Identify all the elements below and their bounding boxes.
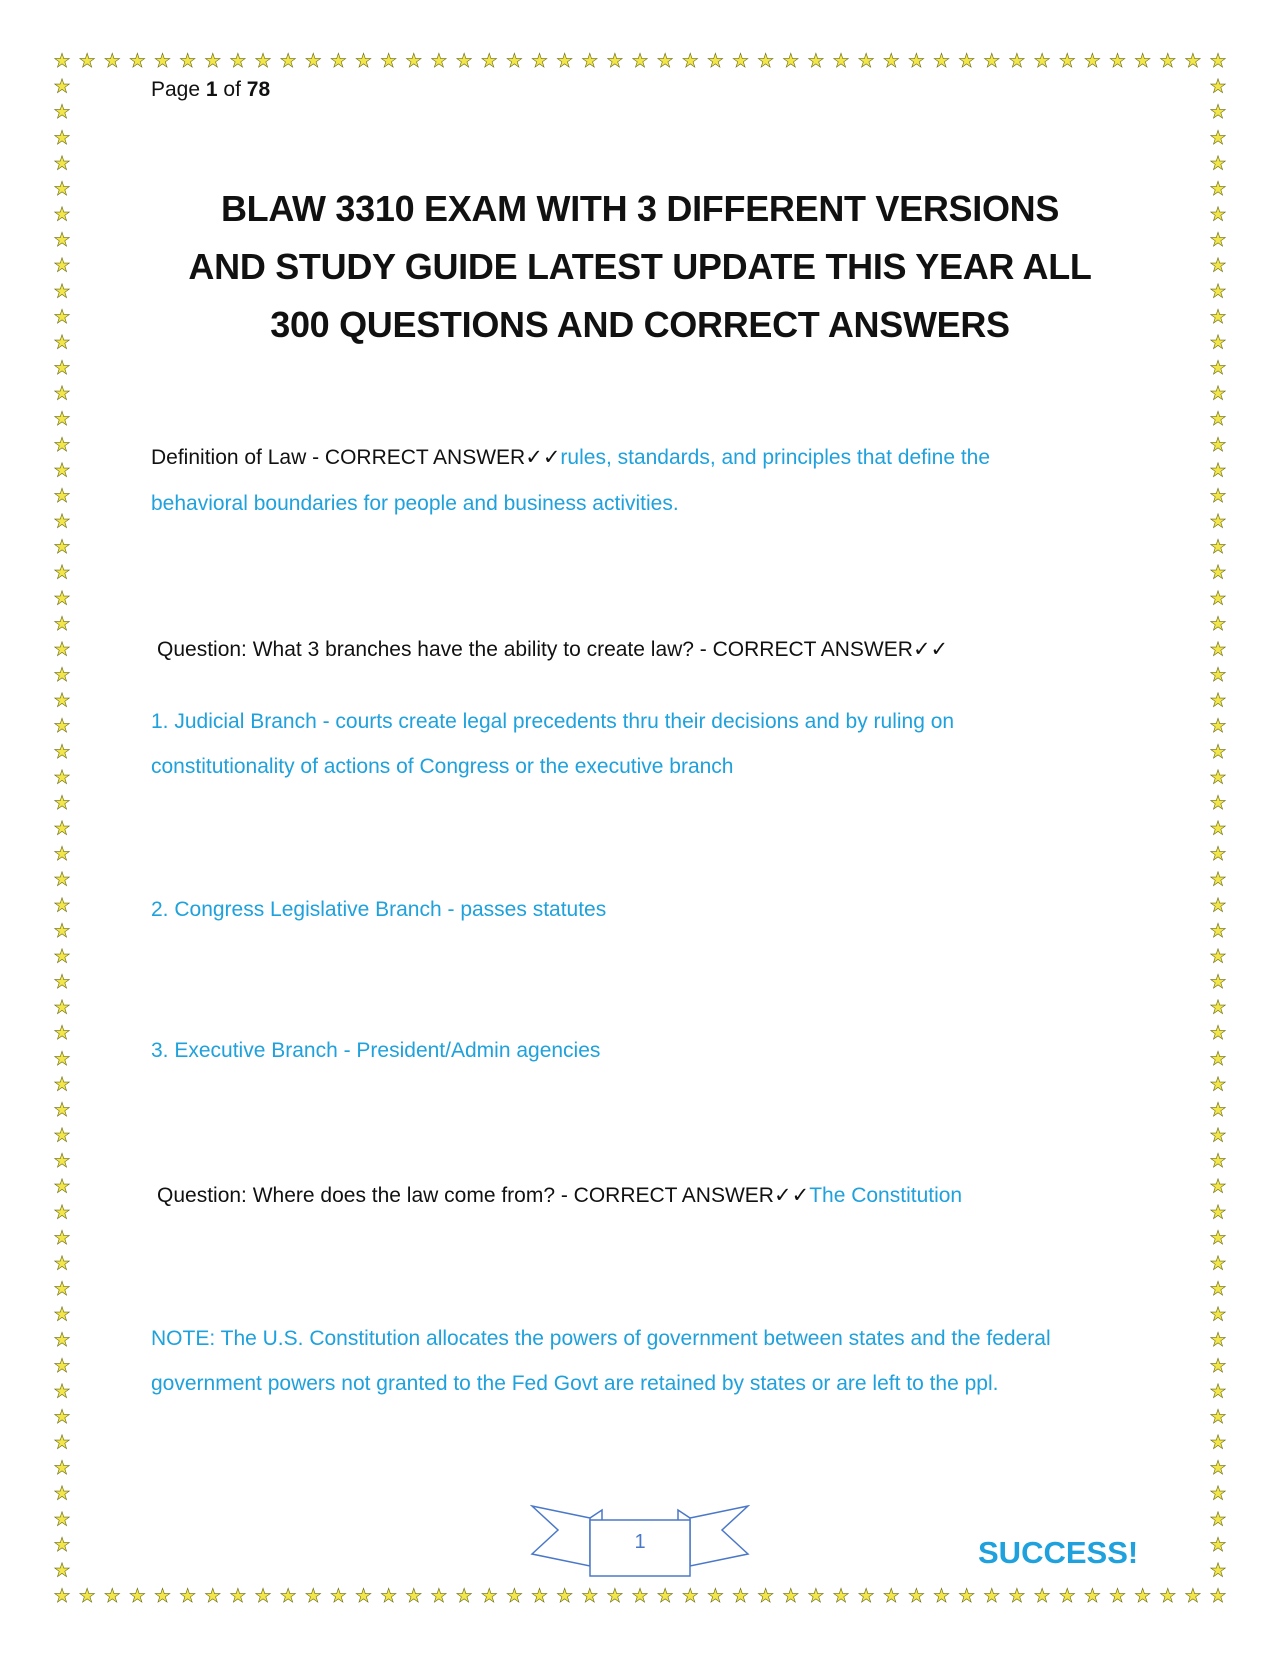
- star-icon: ★: [1209, 408, 1227, 431]
- star-icon: ★: [1209, 894, 1227, 917]
- star-icon: ★: [1209, 1175, 1227, 1198]
- star-icon: ★: [1209, 1482, 1227, 1505]
- star-icon: ★: [1209, 433, 1227, 456]
- star-icon: ★: [1209, 1226, 1227, 1249]
- star-icon: ★: [907, 1585, 925, 1607]
- star-icon: ★: [530, 50, 549, 72]
- star-icon: ★: [581, 1585, 599, 1607]
- star-icon: ★: [1209, 843, 1227, 866]
- star-icon: ★: [254, 50, 272, 72]
- star-icon: ★: [179, 1585, 197, 1607]
- star-icon: ★: [1209, 1073, 1227, 1096]
- star-icon: ★: [1209, 1405, 1227, 1428]
- star-icon: ★: [53, 868, 71, 891]
- q1-answer-line-1: rules, standards, and principles that define the: [560, 446, 991, 469]
- star-icon: ★: [53, 1405, 71, 1428]
- star-icon: ★: [1209, 1354, 1227, 1377]
- star-icon: ★: [128, 50, 146, 72]
- star-icon: ★: [53, 791, 71, 814]
- star-icon: ★: [53, 203, 71, 226]
- star-icon: ★: [53, 1022, 71, 1045]
- star-icon: ★: [329, 50, 347, 72]
- star-icon: ★: [1159, 1585, 1177, 1607]
- star-icon: ★: [807, 1585, 825, 1607]
- star-icon: ★: [631, 1585, 649, 1607]
- star-icon: ★: [53, 75, 71, 98]
- star-icon: ★: [1159, 50, 1177, 72]
- star-icon: ★: [480, 50, 498, 72]
- star-icon: ★: [53, 1508, 71, 1531]
- star-icon: ★: [229, 1585, 247, 1607]
- star-icon: ★: [53, 357, 71, 379]
- star-icon: ★: [907, 50, 925, 72]
- star-icon: ★: [1209, 254, 1227, 277]
- star-icon: ★: [1209, 1380, 1227, 1403]
- star-icon: ★: [1209, 203, 1227, 226]
- star-icon: ★: [857, 50, 875, 72]
- star-icon: ★: [807, 50, 825, 72]
- q2-prompt: Question: What 3 branches have the ability to create law? - CORRECT ANSWER: [157, 638, 913, 661]
- q3-answer: The Constitution: [809, 1184, 963, 1207]
- star-icon: ★: [731, 50, 750, 72]
- star-icon: ★: [1209, 1278, 1227, 1300]
- star-icon: ★: [1209, 1124, 1227, 1147]
- star-icon: ★: [103, 50, 121, 72]
- star-icon: ★: [1209, 75, 1227, 98]
- star-icon: ★: [204, 1585, 222, 1607]
- star-icon: ★: [1033, 50, 1051, 72]
- star-icon: ★: [53, 229, 71, 252]
- star-icon: ★: [882, 1585, 900, 1607]
- q2-check-icon: ✓✓: [912, 637, 949, 661]
- star-icon: ★: [782, 50, 800, 72]
- star-icon: ★: [1209, 1585, 1227, 1607]
- star-icon: ★: [1209, 305, 1227, 328]
- star-icon: ★: [1209, 715, 1227, 738]
- star-icon: ★: [983, 1585, 1001, 1607]
- star-icon: ★: [480, 1585, 498, 1607]
- star-icon: ★: [1184, 50, 1202, 72]
- star-icon: ★: [1209, 1457, 1227, 1480]
- star-icon: ★: [455, 1585, 473, 1607]
- star-icon: ★: [53, 1559, 71, 1582]
- star-icon: ★: [53, 996, 71, 1019]
- star-icon: ★: [1209, 1329, 1227, 1352]
- star-icon: ★: [1209, 740, 1227, 763]
- star-icon: ★: [1134, 1585, 1152, 1607]
- star-icon: ★: [1209, 177, 1227, 200]
- star-icon: ★: [53, 1329, 71, 1352]
- star-icon: ★: [832, 1585, 850, 1607]
- star-icon: ★: [505, 50, 523, 72]
- page-header: [151, 78, 270, 102]
- star-icon: ★: [958, 50, 976, 72]
- star-icon: ★: [757, 50, 775, 72]
- star-icon: ★: [1209, 484, 1227, 507]
- star-icon: ★: [1209, 1559, 1227, 1582]
- star-icon: ★: [1209, 382, 1227, 405]
- star-icon: ★: [53, 305, 71, 328]
- star-icon: ★: [53, 664, 71, 686]
- star-icon: ★: [1108, 50, 1127, 72]
- star-icon: ★: [204, 50, 222, 72]
- star-icon: ★: [606, 1585, 624, 1607]
- star-icon: ★: [53, 1226, 71, 1249]
- star-icon: ★: [1209, 152, 1227, 175]
- star-icon: ★: [329, 1585, 347, 1607]
- q2-line: [157, 637, 948, 662]
- q2-item3: 3. Executive Branch - President/Admin agencies: [151, 1039, 601, 1062]
- star-icon: ★: [53, 408, 71, 431]
- star-icon: ★: [355, 50, 373, 72]
- star-icon: ★: [1209, 1201, 1227, 1224]
- star-icon: ★: [505, 1585, 523, 1607]
- note-line-2: government powers not granted to the Fed Govt are retained by states or are left to the ppl.: [151, 1372, 999, 1395]
- success-text: SUCCESS!: [978, 1535, 1139, 1570]
- star-icon: ★: [832, 50, 850, 72]
- star-icon: ★: [1209, 587, 1227, 610]
- star-icon: ★: [53, 1278, 71, 1300]
- star-icon: ★: [1209, 996, 1227, 1019]
- star-icon: ★: [53, 971, 71, 993]
- star-icon: ★: [128, 1585, 146, 1607]
- star-icon: ★: [1209, 1303, 1227, 1326]
- star-icon: ★: [430, 1585, 448, 1607]
- star-icon: ★: [1209, 357, 1227, 379]
- star-icon: ★: [1083, 1585, 1101, 1607]
- star-icon: ★: [53, 715, 71, 738]
- star-icon: ★: [53, 1354, 71, 1377]
- q1-prompt: Definition of Law - CORRECT ANSWER: [151, 446, 526, 469]
- star-icon: ★: [229, 50, 247, 72]
- page-total: 78: [246, 78, 271, 101]
- q2-item1-line-2: constitutionality of actions of Congress or the executive branch: [151, 755, 734, 778]
- star-icon: ★: [455, 50, 473, 72]
- title-line-3: 300 QUESTIONS AND CORRECT ANSWERS: [270, 304, 1010, 345]
- q1-line: [151, 445, 990, 470]
- star-icon: ★: [53, 945, 71, 968]
- star-icon: ★: [1209, 101, 1227, 124]
- star-icon: ★: [53, 331, 71, 354]
- star-icon: ★: [1209, 612, 1227, 635]
- star-icon: ★: [1209, 868, 1227, 891]
- star-icon: ★: [53, 1380, 71, 1403]
- star-icon: ★: [405, 1585, 423, 1607]
- star-icon: ★: [53, 126, 71, 149]
- page-of: of: [223, 78, 241, 101]
- q1-answer-line-2: behavioral boundaries for people and business activities.: [151, 492, 679, 515]
- star-icon: ★: [53, 280, 71, 303]
- star-icon: ★: [1209, 664, 1227, 686]
- star-icon: ★: [631, 50, 649, 72]
- star-icon: ★: [53, 101, 71, 124]
- star-icon: ★: [1108, 1585, 1127, 1607]
- star-icon: ★: [53, 152, 71, 175]
- star-icon: ★: [1209, 280, 1227, 303]
- star-icon: ★: [983, 50, 1001, 72]
- star-icon: ★: [882, 50, 900, 72]
- star-icon: ★: [656, 50, 674, 72]
- star-icon: ★: [556, 50, 574, 72]
- star-icon: ★: [53, 1252, 71, 1275]
- star-icon: ★: [53, 510, 71, 533]
- star-icon: ★: [53, 1533, 71, 1556]
- star-icon: ★: [1209, 689, 1227, 712]
- star-icon: ★: [1209, 791, 1227, 814]
- star-icon: ★: [53, 919, 71, 942]
- star-icon: ★: [53, 817, 71, 840]
- star-icon: ★: [681, 1585, 699, 1607]
- star-icon: ★: [380, 50, 398, 72]
- star-icon: ★: [1209, 945, 1227, 968]
- star-icon: ★: [706, 50, 724, 72]
- star-icon: ★: [53, 1457, 71, 1480]
- star-icon: ★: [1209, 50, 1227, 72]
- star-icon: ★: [53, 894, 71, 917]
- star-icon: ★: [53, 1201, 71, 1224]
- star-icon: ★: [304, 1585, 322, 1607]
- star-icon: ★: [405, 50, 423, 72]
- star-icon: ★: [279, 50, 297, 72]
- star-icon: ★: [53, 254, 71, 277]
- star-icon: ★: [1184, 1585, 1202, 1607]
- star-icon: ★: [933, 50, 951, 72]
- star-icon: ★: [53, 1175, 71, 1198]
- page-current: 1: [205, 78, 218, 101]
- star-icon: ★: [1209, 1047, 1227, 1070]
- star-icon: ★: [606, 50, 624, 72]
- star-icon: ★: [1134, 50, 1152, 72]
- star-icon: ★: [53, 1073, 71, 1096]
- star-icon: ★: [958, 1585, 976, 1607]
- star-icon: ★: [1209, 229, 1227, 252]
- page-label: Page: [151, 78, 201, 101]
- star-icon: ★: [933, 1585, 951, 1607]
- star-icon: ★: [1209, 459, 1227, 482]
- star-icon: ★: [53, 612, 71, 635]
- star-icon: ★: [53, 177, 71, 200]
- star-icon: ★: [53, 1047, 71, 1070]
- document-title: [140, 180, 1140, 354]
- star-icon: ★: [1209, 766, 1227, 789]
- star-icon: ★: [1209, 331, 1227, 354]
- star-icon: ★: [304, 50, 322, 72]
- star-icon: ★: [1209, 1431, 1227, 1454]
- star-icon: ★: [380, 1585, 398, 1607]
- star-icon: ★: [53, 1585, 71, 1607]
- star-icon: ★: [1209, 1022, 1227, 1045]
- q3-prompt: Question: Where does the law come from? - CORRECT ANSWER: [157, 1184, 774, 1207]
- star-icon: ★: [1209, 561, 1227, 584]
- star-icon: ★: [1083, 50, 1101, 72]
- star-icon: ★: [153, 1585, 172, 1607]
- star-icon: ★: [53, 561, 71, 584]
- star-icon: ★: [556, 1585, 574, 1607]
- star-icon: ★: [782, 1585, 800, 1607]
- star-icon: ★: [681, 50, 699, 72]
- star-icon: ★: [1058, 50, 1076, 72]
- note-line-1: NOTE: The U.S. Constitution allocates the powers of government between states and the federal: [151, 1327, 1051, 1350]
- star-icon: ★: [1058, 1585, 1076, 1607]
- star-icon: ★: [279, 1585, 297, 1607]
- star-icon: ★: [1209, 638, 1227, 661]
- star-icon: ★: [1209, 536, 1227, 559]
- star-icon: ★: [1008, 50, 1026, 72]
- star-icon: ★: [179, 50, 197, 72]
- title-line-1: BLAW 3310 EXAM WITH 3 DIFFERENT VERSIONS: [220, 188, 1060, 229]
- star-icon: ★: [53, 536, 71, 559]
- star-icon: ★: [153, 50, 172, 72]
- star-icon: ★: [1008, 1585, 1026, 1607]
- star-icon: ★: [1209, 1252, 1227, 1275]
- star-icon: ★: [355, 1585, 373, 1607]
- star-icon: ★: [53, 1098, 71, 1121]
- star-icon: ★: [53, 50, 71, 72]
- star-icon: ★: [53, 1150, 71, 1173]
- star-icon: ★: [757, 1585, 775, 1607]
- star-icon: ★: [53, 638, 71, 661]
- star-icon: ★: [53, 382, 71, 405]
- star-icon: ★: [53, 740, 71, 763]
- star-icon: ★: [857, 1585, 875, 1607]
- star-icon: ★: [254, 1585, 272, 1607]
- star-icon: ★: [53, 689, 71, 712]
- q3-line: [157, 1183, 962, 1208]
- star-icon: ★: [1209, 510, 1227, 533]
- q2-item2: 2. Congress Legislative Branch - passes statutes: [151, 898, 607, 921]
- star-icon: ★: [53, 843, 71, 866]
- star-icon: ★: [1033, 1585, 1051, 1607]
- star-icon: ★: [103, 1585, 121, 1607]
- star-icon: ★: [53, 1431, 71, 1454]
- footer-page-number: 1: [634, 1531, 646, 1553]
- star-icon: ★: [1209, 1508, 1227, 1531]
- star-icon: ★: [1209, 1098, 1227, 1121]
- star-icon: ★: [53, 766, 71, 789]
- star-icon: ★: [430, 50, 448, 72]
- star-icon: ★: [530, 1585, 549, 1607]
- star-icon: ★: [1209, 817, 1227, 840]
- star-icon: ★: [1209, 1533, 1227, 1556]
- star-icon: ★: [53, 1124, 71, 1147]
- title-line-2: AND STUDY GUIDE LATEST UPDATE THIS YEAR ALL: [188, 246, 1092, 287]
- star-icon: ★: [78, 1585, 96, 1607]
- star-icon: ★: [731, 1585, 750, 1607]
- star-icon: ★: [1209, 1150, 1227, 1173]
- star-icon: ★: [53, 587, 71, 610]
- q1-check-icon: ✓✓: [525, 445, 561, 469]
- star-icon: ★: [53, 484, 71, 507]
- q2-item1-line-1: 1. Judicial Branch - courts create legal precedents thru their decisions and by ruling on: [151, 710, 955, 733]
- star-icon: ★: [78, 50, 96, 72]
- star-icon: ★: [581, 50, 599, 72]
- star-icon: ★: [1209, 126, 1227, 149]
- star-icon: ★: [656, 1585, 674, 1607]
- star-icon: ★: [53, 459, 71, 482]
- star-icon: ★: [706, 1585, 724, 1607]
- star-icon: ★: [1209, 971, 1227, 993]
- star-icon: ★: [1209, 919, 1227, 942]
- q3-check-icon: ✓✓: [773, 1183, 810, 1207]
- star-icon: ★: [53, 433, 71, 456]
- star-icon: ★: [53, 1303, 71, 1326]
- star-icon: ★: [53, 1482, 71, 1505]
